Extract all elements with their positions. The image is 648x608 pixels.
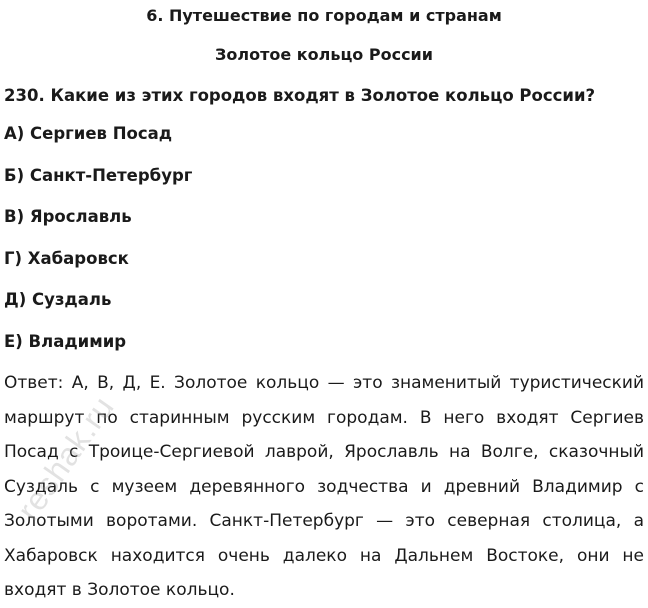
question: 230. Какие из этих городов входят в Золотое кольцо России? [4, 86, 596, 105]
subtitle: Золотое кольцо России [215, 45, 433, 64]
option-e: Е) Владимир [4, 332, 127, 351]
answer-text: Ответ: А, В, Д, Е. Золотое кольцо — это знаменитый туристический маршрут по старинным русским городам. В него входят Сергиев Посад с Троице-Сергиевой лаврой, Ярославль на Волге, сказочный Суздаль с музеем деревянного зодчества и древний Владимир с Золотыми воротами. Санкт-Петербург — это северная столица, а Хабаровск находится очень далеко на Дальнем Востоке, они не входят в Золотое кольцо. [4, 373, 644, 600]
section-title: 6. Путешествие по городам и странам [146, 6, 502, 25]
option-b: Б) Санкт-Петербург [4, 166, 193, 185]
option-a: А) Сергиев Посад [4, 124, 173, 143]
option-d: Д) Суздаль [4, 290, 112, 309]
option-v: В) Ярославль [4, 207, 132, 226]
option-g: Г) Хабаровск [4, 249, 129, 268]
watermark: reshak.ru [10, 389, 122, 527]
